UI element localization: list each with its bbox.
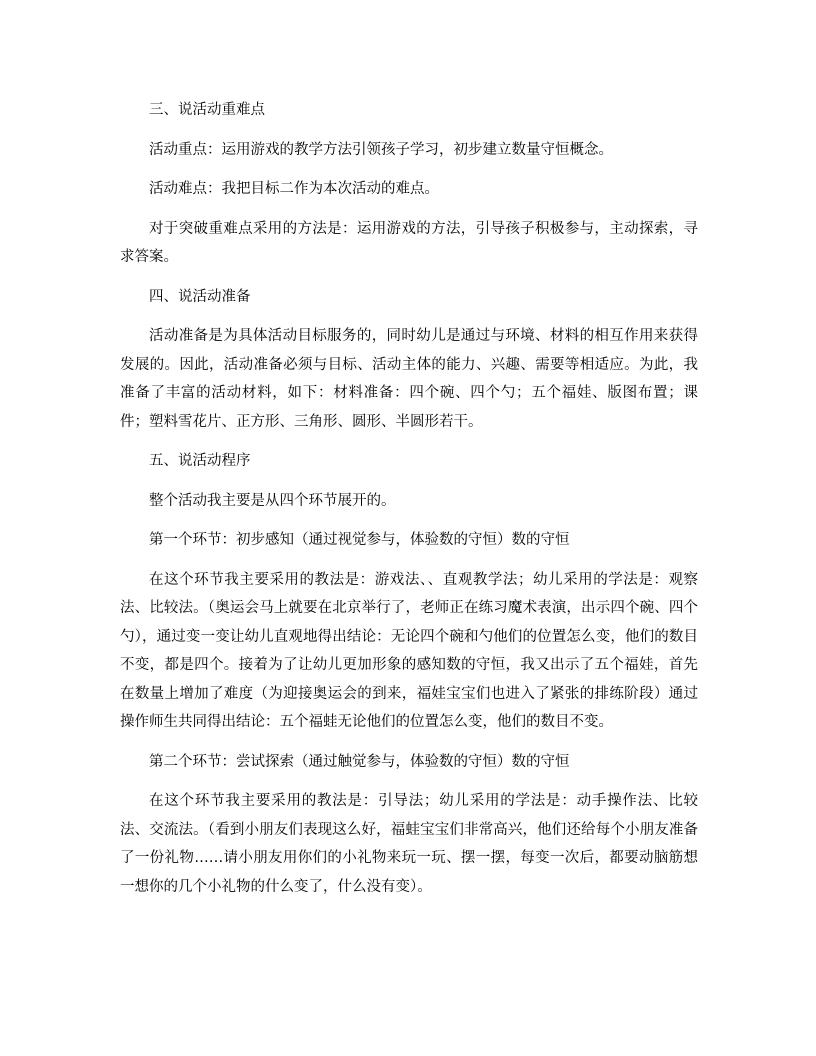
key-point-paragraph: 活动重点：运用游戏的教学方法引领孩子学习，初步建立数量守恒概念。	[149, 141, 613, 158]
procedure-intro-paragraph: 整个活动我主要是从四个环节展开的。	[149, 492, 396, 509]
method-paragraph: 对于突破重难点采用的方法是：运用游戏的方法，引导孩子积极参与，主动探索，寻求答案。	[120, 220, 698, 265]
document-page	[120, 96, 698, 912]
section-heading-difficulties: 三、说活动重难点	[149, 102, 265, 118]
stage-one-paragraph: 在这个环节我主要采用的教法是：游戏法、、直观教学法；幼儿采用的学法是：观察法、比较法。（奥运会马上就要在北京举行了，老师正在练习魔术表演，出示四个碗、四个勺），通过变一变让幼儿直观地得出结论：无论四个碗和勺他们的位置怎么变，他们的数目不变，都是四个。接着为了让幼儿更加形象的感知数的守恒，我又出示了五个福娃，首先在数量上增加了难度（为迎接奥运会的到来，福娃宝宝们也进入了紧张的排练阶段）通过操作师生共同得出结论：五个福蛙无论他们的位置怎么变，他们的数目不变。	[120, 571, 698, 730]
stage-two-heading: 第二个环节：尝试探索（通过触觉参与，体验数的守恒）数的守恒	[149, 753, 570, 770]
stage-two-paragraph: 在这个环节我主要采用的教法是：引导法；幼儿采用的学法是：动手操作法、比较法、交流法。（看到小朋友们表现这么好，福蛙宝宝们非常高兴，他们还给每个小朋友准备了一份礼物……请小朋友用你们的小礼物来玩一玩、摆一摆，每变一次后，都要动脑筋想一想你的几个小礼物的什么变了，什么没有变）。	[120, 793, 698, 895]
stage-one-heading: 第一个环节：初步感知（通过视觉参与，体验数的守恒）数的守恒	[149, 532, 570, 548]
preparation-paragraph: 活动准备是为具体活动目标服务的，同时幼儿是通过与环境、材料的相互作用来获得发展的。因此，活动准备必须与目标、活动主体的能力、兴趣、需要等相适应。为此，我准备了丰富的活动材料，如下：材料准备：四个碗、四个勺；五个福娃、版图布置；课件；塑料雪花片、正方形、三角形、圆形、半圆形若干。	[120, 328, 698, 430]
section-heading-preparation: 四、说活动准备	[149, 288, 251, 305]
difficulty-paragraph: 活动难点：我把目标二作为本次活动的难点。	[149, 181, 439, 197]
section-heading-procedure: 五、说活动程序	[149, 453, 251, 469]
